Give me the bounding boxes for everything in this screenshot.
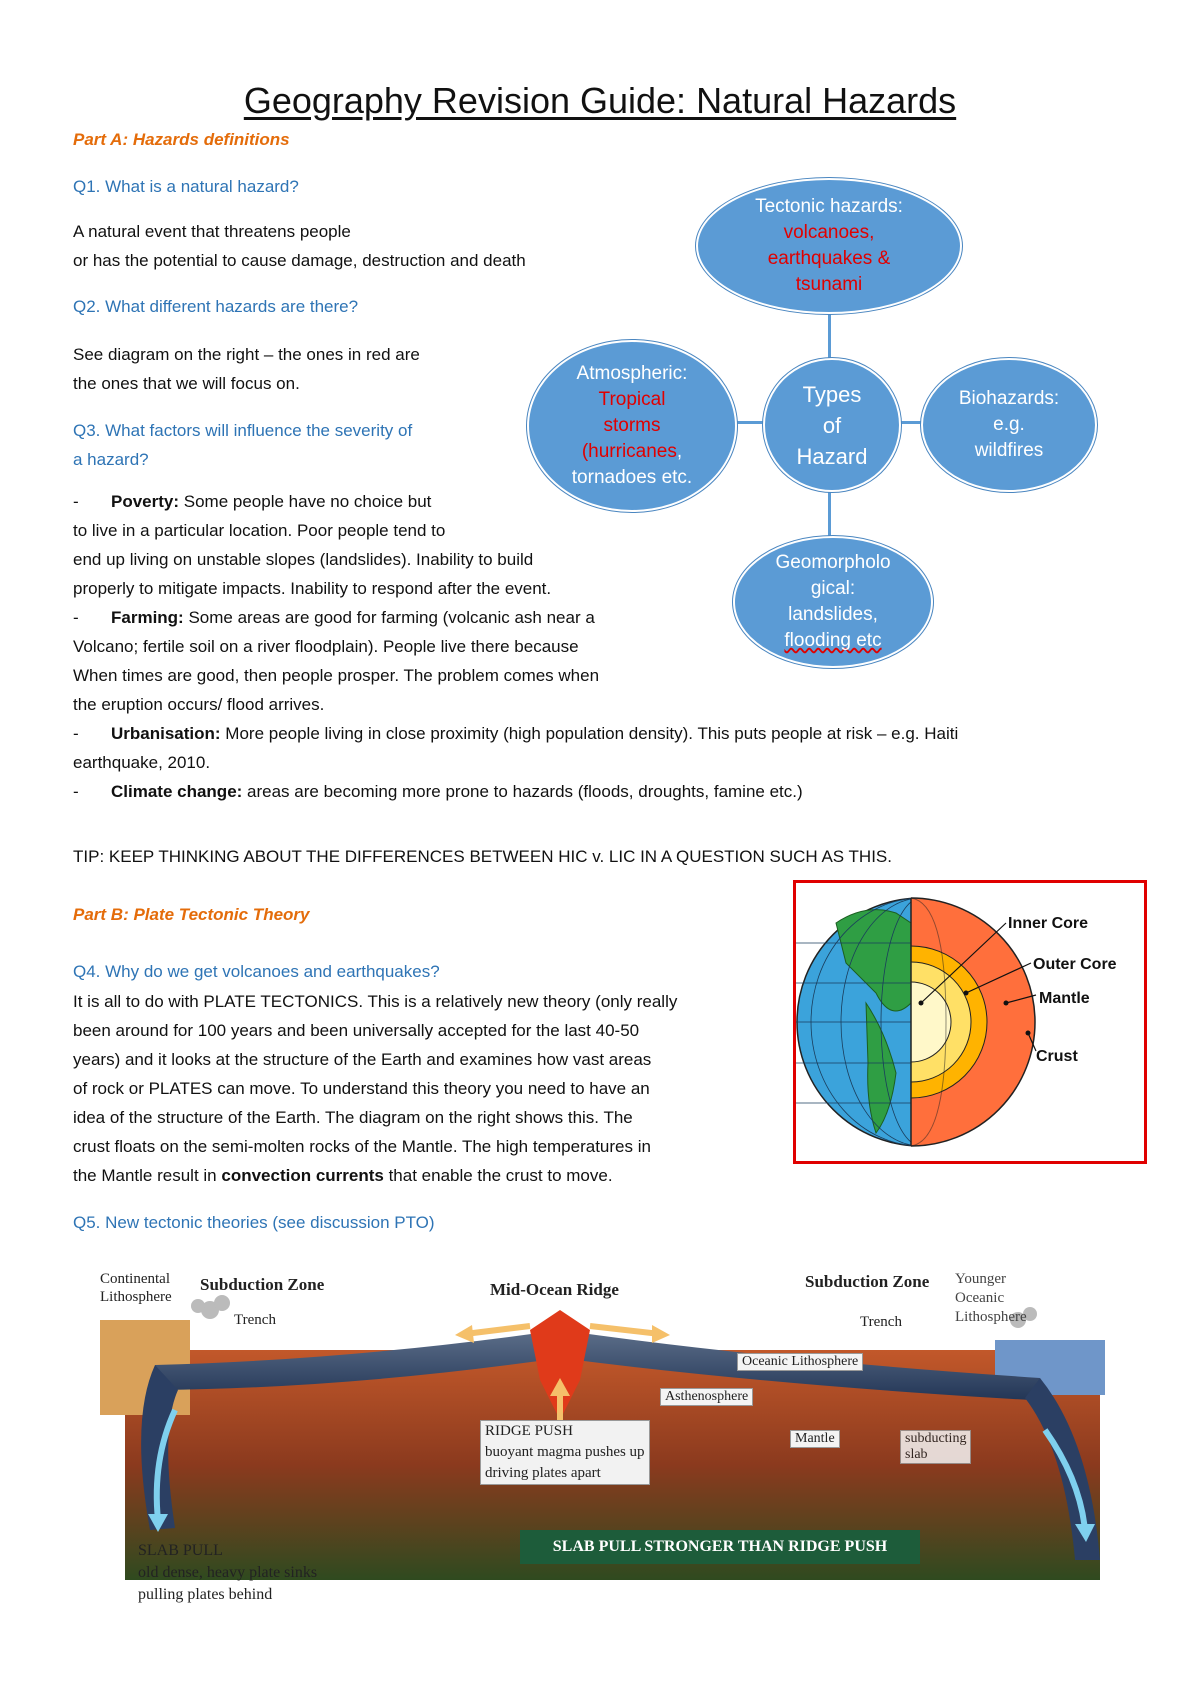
factor-label: Climate change: (111, 782, 243, 801)
question-text: a hazard? (73, 450, 149, 469)
bubble-text: tornadoes etc. (571, 467, 693, 488)
trench-right-label: Trench (860, 1314, 902, 1330)
label-line: Lithosphere (100, 1289, 172, 1305)
question-text: Why do we get volcanoes and earthquakes? (100, 962, 440, 981)
question-number: Q1. (73, 177, 101, 196)
label-line: SLAB PULL (138, 1542, 223, 1559)
question-3 (73, 416, 412, 474)
factor-label: Farming: (111, 608, 184, 627)
center-bubble (763, 358, 901, 492)
bubble-text: Geomorpholo (775, 552, 891, 573)
label-line: Continental (100, 1271, 170, 1287)
mantle-label: Mantle (1039, 990, 1090, 1007)
bubble-text: Atmospheric: (576, 363, 688, 384)
label-line: old dense, heavy plate sinks (138, 1564, 318, 1581)
answer-line: or has the potential to cause damage, destruction and death (73, 251, 526, 270)
mantle-tag: Mantle (790, 1430, 840, 1448)
label-line: buoyant magma pushes up (485, 1444, 645, 1460)
asthenosphere-tag: Asthenosphere (660, 1388, 753, 1406)
subduction-zone-right-label: Subduction Zone (805, 1272, 930, 1291)
label-line: pulling plates behind (138, 1586, 273, 1603)
factor-text: When times are good, then people prosper. The problem comes when (73, 666, 600, 685)
part-a-heading: Part A: Hazards definitions (73, 130, 290, 149)
connector (828, 488, 831, 536)
factors-list (73, 487, 1153, 806)
bubble-text: Types (802, 381, 862, 407)
subduction-zone-left-label: Subduction Zone (200, 1275, 325, 1294)
factor-text: Volcano; fertile soil on a river floodplain). People live there because (73, 637, 579, 656)
tip (73, 842, 892, 871)
question-5 (73, 1213, 435, 1233)
bubble-text: storms (603, 415, 661, 436)
page-title: Geography Revision Guide: Natural Hazards (243, 80, 957, 121)
atmospheric-bubble (527, 340, 737, 512)
factor-text: earthquake, 2010. (73, 753, 211, 772)
factor-urbanisation: - Urbanisation: More people living in close proximity (high population density). This puts people at risk – e.g. Haiti (73, 724, 959, 743)
question-2 (73, 297, 358, 317)
factor-text: More people living in close proximity (high population density). This puts people at risk – e.g. Haiti (220, 724, 959, 743)
answer-4 (73, 987, 783, 1190)
question-text: What different hazards are there? (100, 297, 359, 316)
bubble-text: e.g. (993, 414, 1025, 435)
question-number: Q3. (73, 421, 101, 440)
question-number: Q2. (73, 297, 101, 316)
label-line: Oceanic (955, 1290, 1005, 1306)
bubble-text: earthquakes & (767, 248, 891, 269)
bubble-text: tsunami (795, 274, 863, 295)
biohazards-bubble (921, 358, 1097, 492)
question-text: What factors will influence the severity of (100, 421, 413, 440)
geomorphological-bubble (733, 536, 933, 668)
part-b-heading: Part B: Plate Tectonic Theory (73, 905, 310, 924)
answer-line: of rock or PLATES can move. To understand this theory you need to have an (73, 1079, 650, 1098)
factor-text: end up living on unstable slopes (landslides). Inability to build (73, 550, 534, 569)
factor-label: Urbanisation: (111, 724, 221, 743)
label-line: RIDGE PUSH (485, 1423, 573, 1439)
question-1 (73, 177, 299, 197)
slab-pull-banner: SLAB PULL STRONGER THAN RIDGE PUSH (520, 1530, 920, 1564)
factor-text: properly to mitigate impacts. Inability to respond after the event. (73, 579, 552, 598)
younger-oceanic-label (955, 1270, 1027, 1327)
plate-tectonics-diagram (100, 1270, 1120, 1610)
bubble-text: gical: (810, 578, 856, 599)
bubble-text: Tectonic hazards: (755, 196, 903, 217)
continental-lithosphere-label (100, 1270, 172, 1306)
question-text: New tectonic theories (see discussion PTO) (100, 1213, 435, 1232)
answer-line: been around for 100 years and been universally accepted for the last 40-50 (73, 1021, 640, 1040)
outer-core-label: Outer Core (1033, 956, 1117, 973)
label-line: slab (905, 1447, 928, 1462)
answer-line: See diagram on the right – the ones in red are (73, 345, 420, 364)
factor-text: Some people have no choice but (179, 492, 432, 511)
tip-text: KEEP THINKING ABOUT THE DIFFERENCES BETWEEN HIC v. LIC IN A QUESTION SUCH AS THIS. (104, 847, 892, 866)
earth-structure-figure (793, 880, 1147, 1164)
bubble-text: volcanoes, (783, 222, 875, 243)
answer-line: idea of the structure of the Earth. The diagram on the right shows this. The (73, 1108, 633, 1127)
answer-1 (73, 217, 526, 275)
bubble-text: Biohazards: (958, 388, 1060, 409)
answer-text: the Mantle result in (73, 1166, 222, 1185)
trench-left-label: Trench (234, 1312, 276, 1328)
tip-label: TIP: (73, 847, 105, 866)
bubble-text: , (676, 441, 683, 462)
bubble-text: wildfires (974, 440, 1044, 461)
answer-bold: convection currents (221, 1166, 384, 1185)
bubble-text: landslides, (788, 604, 878, 625)
question-number: Q4. (73, 962, 101, 981)
earth-cross-section (796, 883, 1144, 1161)
bubble-text: Hazard (796, 443, 868, 469)
connector (828, 310, 831, 358)
factor-text: the eruption occurs/ flood arrives. (73, 695, 325, 714)
inner-core-label: Inner Core (1008, 915, 1089, 932)
factor-text: areas are becoming more prone to hazards (floods, droughts, famine etc.) (242, 782, 803, 801)
ridge-push-box (480, 1420, 650, 1485)
label-line: Younger (955, 1271, 1006, 1287)
bubble-text: flooding etc (784, 630, 882, 651)
answer-line: years) and it looks at the structure of the Earth and examines how vast areas (73, 1050, 652, 1069)
answer-line: the ones that we will focus on. (73, 374, 300, 393)
tectonic-bubble (696, 178, 962, 314)
bubble-text: Tropical (598, 389, 666, 410)
answer-line: It is all to do with PLATE TECTONICS. This is a relatively new theory (only really (73, 992, 678, 1011)
bubble-text: of (822, 412, 842, 438)
answer-2 (73, 340, 420, 398)
question-number: Q5. (73, 1213, 101, 1232)
factor-poverty: - Poverty: Some people have no choice but (73, 492, 432, 511)
factor-farming: - Farming: Some areas are good for farming (volcanic ash near a (73, 608, 595, 627)
label-line: Lithosphere (955, 1309, 1027, 1325)
oceanic-lithosphere-tag: Oceanic Lithosphere (737, 1353, 863, 1371)
answer-line (73, 1161, 783, 1190)
factor-text: to live in a particular location. Poor people tend to (73, 521, 446, 540)
question-4 (73, 962, 440, 982)
mid-ocean-ridge-label: Mid-Ocean Ridge (490, 1280, 619, 1299)
slab-pull-label (138, 1540, 317, 1606)
subducting-slab-tag (900, 1430, 971, 1464)
label-line: subducting (905, 1431, 967, 1446)
connector (735, 421, 763, 424)
crust-label: Crust (1036, 1048, 1078, 1065)
question-text: What is a natural hazard? (100, 177, 299, 196)
factor-label: Poverty: (111, 492, 180, 511)
answer-text: that enable the crust to move. (383, 1166, 613, 1185)
bubble-text: (hurricanes (581, 441, 677, 462)
factor-text: Some areas are good for farming (volcanic ash near a (183, 608, 595, 627)
answer-line: crust floats on the semi-molten rocks of the Mantle. The high temperatures in (73, 1137, 651, 1156)
label-line: driving plates apart (485, 1465, 601, 1481)
factor-climate: - Climate change: areas are becoming more prone to hazards (floods, droughts, famine etc.) (73, 782, 803, 801)
answer-line: A natural event that threatens people (73, 222, 351, 241)
